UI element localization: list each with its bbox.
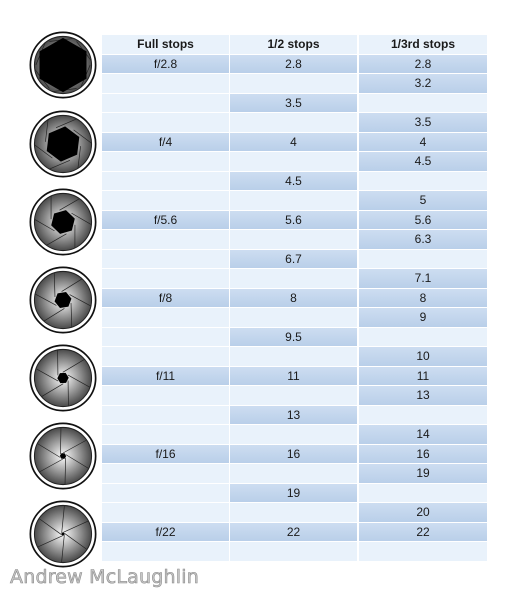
header-full-stops: Full stops <box>102 35 229 55</box>
half-stop-cell: 5.6 <box>230 211 357 231</box>
third-stop-cell <box>359 406 487 426</box>
third-stop-cell: 13 <box>359 386 487 406</box>
aperture-diaphragm-icon <box>29 266 97 334</box>
full-stop-cell <box>102 113 229 133</box>
full-stop-cell: f/22 <box>102 523 229 543</box>
table-row <box>102 55 487 75</box>
half-stop-cell <box>230 542 357 562</box>
aperture-diaphragm-icon <box>29 31 97 99</box>
half-stop-cell: 8 <box>230 289 357 309</box>
aperture-diaphragm-icon <box>29 500 97 568</box>
table-row <box>102 542 487 562</box>
half-stop-cell <box>230 386 357 406</box>
half-stop-cell <box>230 308 357 328</box>
third-stop-cell: 11 <box>359 367 487 387</box>
full-stop-cell <box>102 94 229 114</box>
table-row <box>102 152 487 172</box>
half-stop-cell <box>230 464 357 484</box>
third-stop-cell: 6.3 <box>359 230 487 250</box>
full-stop-cell <box>102 347 229 367</box>
table-row <box>102 172 487 192</box>
third-stop-cell: 9 <box>359 308 487 328</box>
full-stop-cell <box>102 191 229 211</box>
third-stop-cell <box>359 484 487 504</box>
third-stop-cell <box>359 250 487 270</box>
half-stop-cell <box>230 74 357 94</box>
full-stop-cell <box>102 269 229 289</box>
table-row <box>102 484 487 504</box>
table-row <box>102 464 487 484</box>
full-stop-cell <box>102 250 229 270</box>
aperture-diaphragm-icon <box>29 422 97 490</box>
half-stop-cell: 6.7 <box>230 250 357 270</box>
full-stop-cell: f/2.8 <box>102 55 229 75</box>
half-stop-cell: 22 <box>230 523 357 543</box>
third-stop-cell: 3.2 <box>359 74 487 94</box>
half-stop-cell <box>230 191 357 211</box>
full-stop-cell <box>102 484 229 504</box>
aperture-diaphragm-icon <box>29 188 97 256</box>
full-stop-cell: f/5.6 <box>102 211 229 231</box>
half-stop-cell: 4.5 <box>230 172 357 192</box>
full-stop-cell: f/8 <box>102 289 229 309</box>
full-stop-cell <box>102 172 229 192</box>
half-stop-cell: 4 <box>230 133 357 153</box>
third-stop-cell: 3.5 <box>359 113 487 133</box>
third-stop-cell: 5 <box>359 191 487 211</box>
third-stop-cell: 8 <box>359 289 487 309</box>
half-stop-cell: 16 <box>230 445 357 465</box>
third-stop-cell <box>359 542 487 562</box>
half-stop-cell: 3.5 <box>230 94 357 114</box>
third-stop-cell: 16 <box>359 445 487 465</box>
full-stop-cell <box>102 406 229 426</box>
full-stop-cell <box>102 74 229 94</box>
third-stop-cell: 22 <box>359 523 487 543</box>
third-stop-cell: 4 <box>359 133 487 153</box>
full-stop-cell: f/11 <box>102 367 229 387</box>
table-row <box>102 406 487 426</box>
third-stop-cell <box>359 172 487 192</box>
table-row <box>102 74 487 94</box>
half-stop-cell: 13 <box>230 406 357 426</box>
table-row <box>102 367 487 387</box>
table-row <box>102 133 487 153</box>
table-row <box>102 386 487 406</box>
table-row <box>102 347 487 367</box>
author-watermark: Andrew McLaughlin <box>10 566 199 588</box>
third-stop-cell <box>359 94 487 114</box>
table-header-row <box>102 35 487 55</box>
header-half-stops: 1/2 stops <box>230 35 357 55</box>
table-row <box>102 523 487 543</box>
full-stop-cell <box>102 230 229 250</box>
full-stop-cell: f/4 <box>102 133 229 153</box>
full-stop-cell <box>102 425 229 445</box>
table-row <box>102 113 487 133</box>
table-row <box>102 269 487 289</box>
aperture-icons-column <box>0 0 100 560</box>
half-stop-cell <box>230 113 357 133</box>
table-row <box>102 445 487 465</box>
half-stop-cell <box>230 347 357 367</box>
fstop-table <box>102 35 487 562</box>
half-stop-cell: 2.8 <box>230 55 357 75</box>
third-stop-cell: 20 <box>359 503 487 523</box>
third-stop-cell: 19 <box>359 464 487 484</box>
third-stop-cell: 4.5 <box>359 152 487 172</box>
half-stop-cell <box>230 503 357 523</box>
third-stop-cell: 2.8 <box>359 55 487 75</box>
table-row <box>102 211 487 231</box>
full-stop-cell <box>102 503 229 523</box>
third-stop-cell: 7.1 <box>359 269 487 289</box>
full-stop-cell <box>102 542 229 562</box>
table-body <box>102 55 487 562</box>
table-row <box>102 308 487 328</box>
third-stop-cell: 5.6 <box>359 211 487 231</box>
half-stop-cell <box>230 230 357 250</box>
header-third-stops: 1/3rd stops <box>359 35 487 55</box>
full-stop-cell <box>102 328 229 348</box>
third-stop-cell: 14 <box>359 425 487 445</box>
table-row <box>102 94 487 114</box>
half-stop-cell: 19 <box>230 484 357 504</box>
aperture-diaphragm-icon <box>29 344 97 412</box>
third-stop-cell: 10 <box>359 347 487 367</box>
aperture-diaphragm-icon <box>29 110 97 178</box>
half-stop-cell <box>230 152 357 172</box>
table-row <box>102 230 487 250</box>
full-stop-cell <box>102 308 229 328</box>
half-stop-cell: 11 <box>230 367 357 387</box>
table-row <box>102 328 487 348</box>
table-row <box>102 289 487 309</box>
full-stop-cell <box>102 152 229 172</box>
half-stop-cell <box>230 269 357 289</box>
third-stop-cell <box>359 328 487 348</box>
full-stop-cell <box>102 386 229 406</box>
table-row <box>102 503 487 523</box>
half-stop-cell: 9.5 <box>230 328 357 348</box>
half-stop-cell <box>230 425 357 445</box>
full-stop-cell <box>102 464 229 484</box>
table-row <box>102 191 487 211</box>
table-row <box>102 425 487 445</box>
table-row <box>102 250 487 270</box>
full-stop-cell: f/16 <box>102 445 229 465</box>
